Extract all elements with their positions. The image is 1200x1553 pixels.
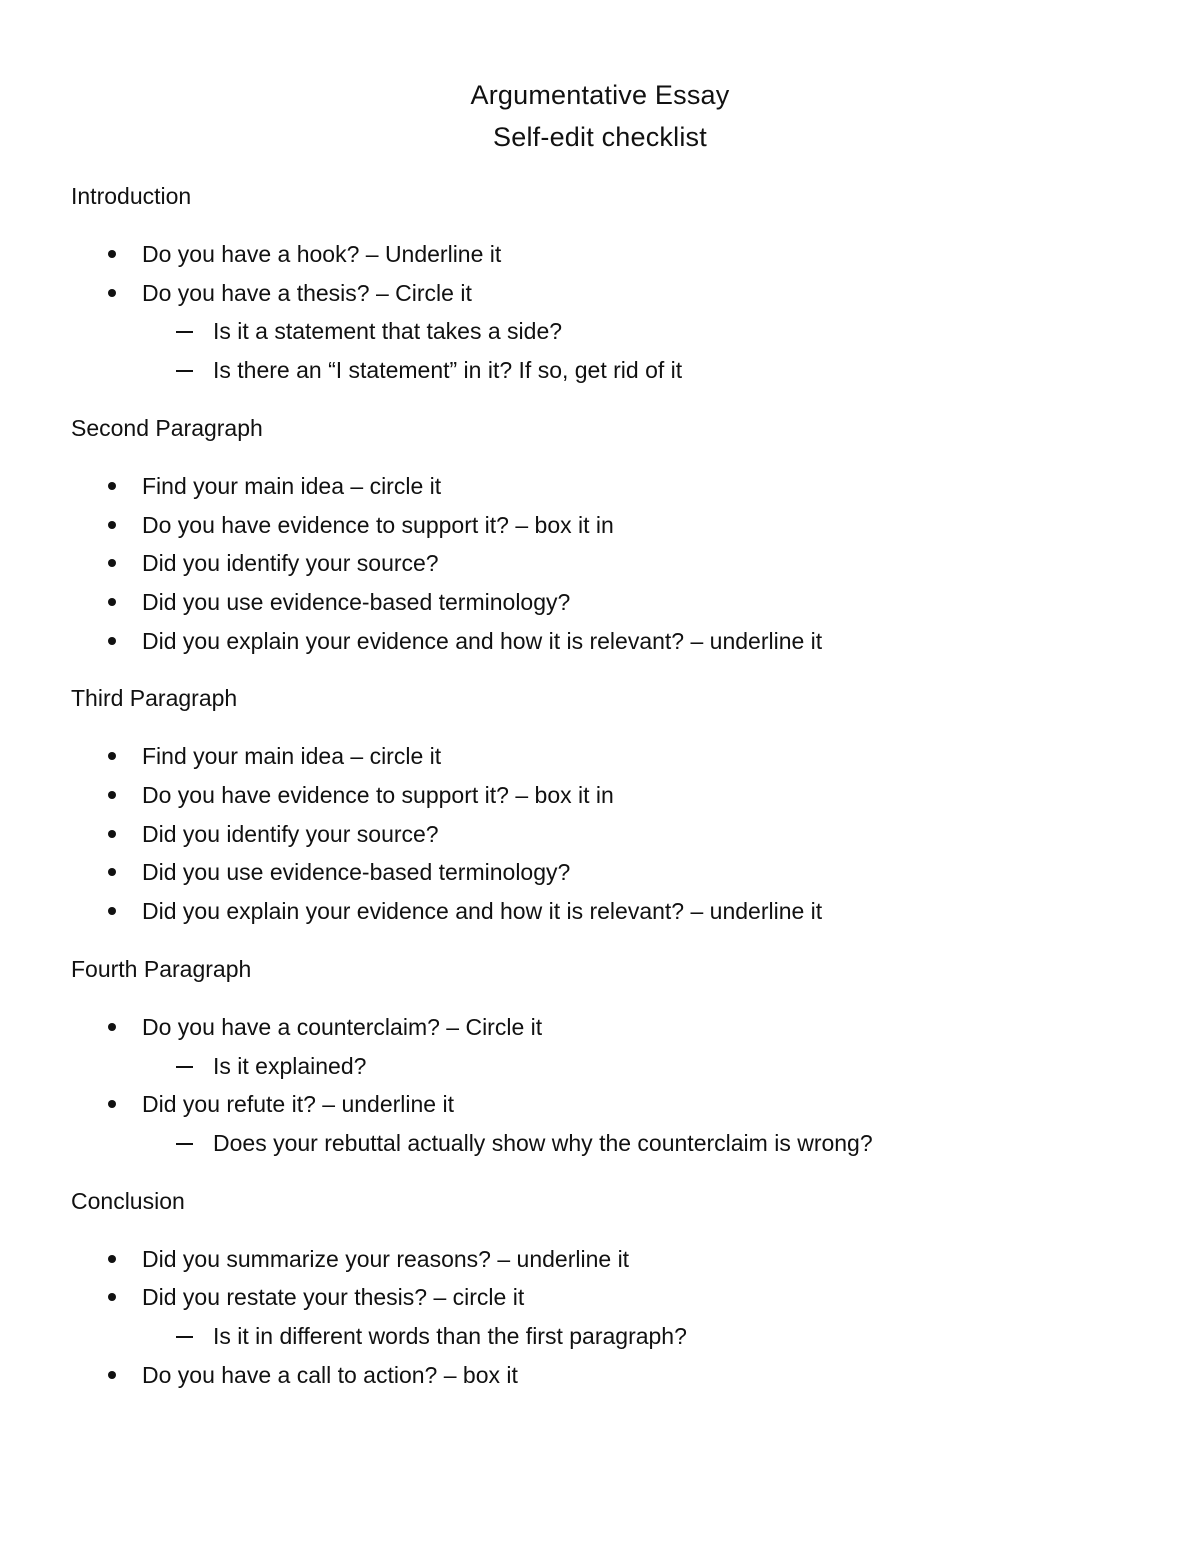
checklist-item [71, 544, 1131, 583]
checklist-item-text: Did you explain your evidence and how it is relevant? – underline it [142, 898, 823, 925]
bullet-icon [108, 250, 116, 258]
checklist-item [71, 1008, 1131, 1085]
checklist-section [71, 178, 1131, 390]
bullet-icon [108, 1023, 116, 1031]
bullet-icon [108, 1371, 116, 1379]
dash-icon [176, 331, 193, 333]
checklist-item-text: Find your main idea – circle it [142, 743, 442, 770]
checklist-section [71, 951, 1131, 1163]
checklist-item-text: Do you have evidence to support it? – box it in [142, 782, 614, 809]
checklist-item-text: Did you use evidence-based terminology? [142, 859, 571, 886]
sub-items [142, 1047, 1131, 1086]
checklist-item [71, 737, 1131, 776]
checklist-item-text: Do you have a hook? – Underline it [142, 241, 502, 267]
checklist-content [71, 178, 1131, 1414]
checklist-item-text: Did you refute it? – underline it [142, 1091, 454, 1118]
sub-items [142, 1124, 1131, 1163]
checklist-item [71, 1356, 1131, 1395]
checklist-item [71, 1240, 1131, 1279]
checklist-item-text: Did you summarize your reasons? – underline it [142, 1245, 630, 1272]
checklist-section [71, 1183, 1131, 1395]
checklist-item-text: Do you have a counterclaim? – Circle it [142, 1013, 543, 1040]
checklist-item-text: Did you use evidence-based terminology? [142, 588, 571, 615]
checklist-item [71, 853, 1131, 892]
dash-icon [176, 1066, 193, 1068]
checklist-items [71, 467, 1131, 661]
section-heading: Second Paragraph [71, 414, 263, 441]
checklist-item [71, 467, 1131, 506]
checklist-subitem-text: Is it explained? [213, 1052, 367, 1079]
bullet-icon [108, 1255, 116, 1263]
checklist-subitem [142, 1317, 1131, 1356]
section-heading: Introduction [71, 183, 192, 209]
bullet-icon [108, 830, 116, 838]
checklist-subitem-text: Is there an “I statement” in it? If so, get rid of it [213, 357, 683, 384]
checklist-subitem [142, 312, 1131, 351]
sub-items [142, 1317, 1131, 1356]
checklist-items [71, 737, 1131, 931]
bullet-icon [108, 289, 116, 297]
checklist-item [71, 815, 1131, 854]
section-heading: Conclusion [71, 1187, 185, 1214]
checklist-item [71, 1085, 1131, 1162]
checklist-item-text: Did you explain your evidence and how it is relevant? – underline it [142, 627, 823, 654]
checklist-subitem [142, 351, 1131, 390]
checklist-items [71, 235, 1131, 390]
checklist-subitem-text: Is it in different words than the first paragraph? [213, 1323, 687, 1350]
checklist-items [71, 1240, 1131, 1395]
checklist-item [71, 1278, 1131, 1355]
document-title: Argumentative Essay [470, 80, 730, 110]
checklist-item-text: Do you have evidence to support it? – box it in [142, 511, 614, 538]
dash-icon [176, 370, 193, 372]
checklist-item [71, 583, 1131, 622]
bullet-icon [108, 598, 116, 606]
section-heading: Fourth Paragraph [71, 955, 252, 982]
sub-items [142, 312, 1131, 389]
bullet-icon [108, 1293, 116, 1301]
checklist-item [71, 776, 1131, 815]
checklist-subitem [142, 1124, 1131, 1163]
dash-icon [176, 1143, 193, 1145]
checklist-section [71, 410, 1131, 661]
section-heading: Third Paragraph [71, 685, 238, 712]
checklist-subitem-text: Does your rebuttal actually show why the counterclaim is wrong? [213, 1129, 873, 1156]
checklist-items [71, 1008, 1131, 1163]
checklist-item [71, 892, 1131, 931]
document-subtitle: Self-edit checklist [493, 122, 707, 152]
bullet-icon [108, 521, 116, 529]
bullet-icon [108, 637, 116, 645]
checklist-item-text: Did you identify your source? [142, 550, 439, 577]
checklist-item [71, 274, 1131, 390]
bullet-icon [108, 559, 116, 567]
bullet-icon [108, 1100, 116, 1108]
bullet-icon [108, 907, 116, 915]
checklist-item [71, 622, 1131, 661]
bullet-icon [108, 791, 116, 799]
checklist-section [71, 680, 1131, 931]
title-block [0, 74, 1200, 158]
checklist-item-text: Did you restate your thesis? – circle it [142, 1284, 525, 1311]
checklist-item-text: Do you have a call to action? – box it [142, 1361, 518, 1388]
bullet-icon [108, 482, 116, 490]
bullet-icon [108, 752, 116, 760]
checklist-item [71, 235, 1131, 274]
checklist-item-text: Do you have a thesis? – Circle it [142, 279, 472, 306]
checklist-item-text: Did you identify your source? [142, 820, 439, 847]
dash-icon [176, 1336, 193, 1338]
checklist-subitem [142, 1047, 1131, 1086]
bullet-icon [108, 868, 116, 876]
checklist-item [71, 506, 1131, 545]
checklist-subitem-text: Is it a statement that takes a side? [213, 318, 563, 345]
checklist-item-text: Find your main idea – circle it [142, 472, 442, 499]
